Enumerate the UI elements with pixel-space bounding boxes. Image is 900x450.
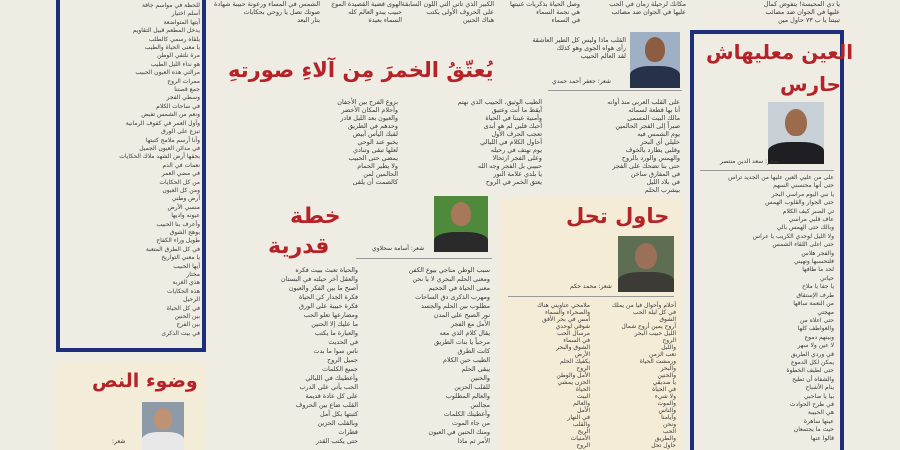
try-col-right <box>594 302 676 450</box>
text-line: مرسال الحب <box>557 330 590 337</box>
text-line: حيث ما يجتمعان <box>793 426 834 434</box>
clarity-title: وضوء النص <box>92 370 198 392</box>
wine-title: يُعتّقُ الخمرَ مِن آلاءِ صورتهِ <box>228 58 494 82</box>
try-title: حاول تحل <box>566 204 670 228</box>
text-line: كتبتها بكل أمل <box>320 410 358 418</box>
text-line: الأمل <box>577 407 590 414</box>
wine-col-top <box>532 36 626 72</box>
text-line: الحزن يمشي <box>557 379 590 386</box>
text-line: في طرح الحوادث <box>789 400 834 408</box>
text-line: تي الصبر كيف الكلام <box>782 207 834 215</box>
top-strip-c1 <box>210 0 320 28</box>
text-line: بيشرب الحلم <box>644 186 680 194</box>
text-line: والليل <box>661 344 676 351</box>
text-line: على من عليي العين عليها من الجديد تراس <box>728 174 834 181</box>
text-line: يعتق الخمر في الروح <box>485 178 542 186</box>
text-line: ومن كل العيون <box>162 186 200 194</box>
text-line: تعجب الحرف الأول <box>491 130 542 138</box>
text-line: حتى يكتب القدر <box>315 437 358 445</box>
text-line: من كل الحكايات <box>159 178 200 186</box>
text-line: معنى الحياة في الجحيم <box>428 284 490 292</box>
wine-divider <box>548 90 682 91</box>
text-line: قطرات <box>338 428 358 436</box>
text-line: والموت <box>657 400 676 407</box>
text-line: قالوا عنها <box>810 434 834 442</box>
clarity-byline: شعر: <box>112 438 126 445</box>
text-line: على الحروف الأولى يكتب <box>426 8 494 16</box>
text-line: حتى اعلى اللقاء الشمس <box>772 241 834 249</box>
fate-col-right <box>364 266 490 450</box>
text-line: والصحراء والسماء <box>544 309 590 316</box>
text-line: يا صديقي <box>652 379 676 386</box>
text-line: فكرة الجدار كي الحياة <box>298 293 358 301</box>
text-line: يوم الشمس فيه <box>637 130 680 138</box>
text-line: هذه الحكايات <box>166 287 200 295</box>
text-line: حتى أنها محتسني السهم <box>773 182 834 190</box>
text-line: تبيتنا يا ب ٧٣ حاول مين <box>777 16 840 24</box>
text-line: الشوق <box>659 316 676 323</box>
eye-top-text <box>696 0 840 26</box>
top-strip-c4 <box>496 0 580 28</box>
text-line: ينام الأشباح <box>805 384 834 392</box>
text-line: والعيون بعد الليل قادر <box>340 114 398 122</box>
text-line: شوقي لوحدي <box>555 323 590 330</box>
text-line: والعقل أخر حيلته في البستان <box>281 275 358 283</box>
wine-author-photo <box>630 32 680 88</box>
text-line: سبب الوطن مناجي بيوع الكفن <box>408 266 490 274</box>
text-line: والناس <box>658 407 676 414</box>
fate-byline: شعر: أسامة سحلاوي <box>372 245 425 252</box>
text-line: الروح <box>576 365 590 372</box>
text-line: والهمس والورد بالروح <box>621 154 680 162</box>
text-line: منسي الأرض <box>167 203 200 211</box>
text-line: الأمل مع الفجر <box>450 320 490 328</box>
text-line: لقبك اليأس أبيض <box>352 130 398 138</box>
text-line: لا عين ولا سهر <box>797 342 834 350</box>
text-line: الريح <box>577 428 590 435</box>
text-line: ما عليك إلا الحنين <box>311 320 358 328</box>
text-line: في مضي العمر <box>161 170 200 178</box>
text-line: الحياة <box>575 386 590 393</box>
text-line: مرة نلتقي الوطن <box>157 52 200 60</box>
text-line: أسلم اختيار <box>171 10 200 18</box>
text-line: والطريق <box>654 435 676 442</box>
text-line: هي نجمة السماء <box>536 8 580 16</box>
fate-divider <box>356 258 492 259</box>
text-line: القلب ماذا وليس كل الطير العاشقة <box>532 36 626 44</box>
text-line: الأمنيات <box>570 435 590 442</box>
text-line: حتى اعلاه من <box>799 316 834 324</box>
text-line: ولا الليل لوحدي الكريب يا عراس <box>752 232 834 240</box>
top-strip-c3 <box>401 0 494 28</box>
text-line: وأنا أرسم ملامح كتبتها <box>145 136 200 144</box>
text-line: وحدهم في الطريق <box>347 122 398 130</box>
text-line: أروح يمين أروح شمال <box>621 323 676 330</box>
wine-col-right <box>548 98 680 194</box>
text-line: الليل حبيب البحر <box>634 330 676 337</box>
text-line: كانت الطرق <box>457 347 490 355</box>
text-line: أحلام وأحوال فيا من يملك <box>611 302 676 309</box>
text-line: في الحياة <box>652 386 676 393</box>
fate-author-photo <box>434 196 488 252</box>
text-line: تبزغ على الورق <box>161 128 200 136</box>
text-line: من جاء الموت <box>452 419 490 427</box>
text-line: للقلب الحزين <box>454 383 490 391</box>
text-line: في كل ليلة الحب <box>632 309 676 316</box>
text-line: في وردي الطريق <box>790 350 834 358</box>
text-line: جمع قصتنا <box>174 86 200 94</box>
eye-divider <box>700 170 834 171</box>
text-line: في مدائن العيون الجميل <box>139 144 200 152</box>
text-line: مرحباً يا بنات الطريق <box>434 338 490 346</box>
text-line: الهوى قضية القصيدة الموج <box>331 0 402 8</box>
text-line: الشوق والبحر <box>556 344 590 351</box>
text-line: ولا شيء <box>654 393 676 400</box>
text-line: يا دي المحيسة! يتفوض كمال <box>763 0 840 8</box>
text-line: القلب ضاع بين الحروف <box>295 401 358 409</box>
text-line: بوهج الشوق <box>169 228 200 236</box>
text-line: لحد ما طافها <box>802 266 834 274</box>
eye-byline: شعر: سعد الدين منتصر <box>720 158 779 165</box>
text-line: فكرة حبيبة على الورق <box>298 302 358 310</box>
text-line: الشمس في المساء ورعونة حبيبة شهادة <box>214 0 320 8</box>
text-line: يا معنى الحياة والطيب <box>144 44 200 52</box>
text-line: وأعطيتك الكلمات <box>443 410 490 418</box>
text-line: طويل وراء الكفاح <box>156 237 200 245</box>
text-line: الكبير الذي تاتي التي اللون السابقة <box>401 0 494 8</box>
text-line: عاف قلبي مراسي <box>788 216 834 224</box>
text-line: نعمات في الدم <box>162 161 200 169</box>
text-line: أصبح ما بين الفكر والعيون <box>288 284 358 292</box>
text-line: مكانك لرحيلة زمان في الحب <box>609 0 686 8</box>
text-line: أنا بها قطعة لسمائه <box>628 106 680 114</box>
text-line: والبحر <box>660 365 676 372</box>
text-line: حتى الجوار والقلوب الهمس <box>765 199 834 207</box>
top-strip-c2 <box>322 0 402 28</box>
text-line: في الحديث <box>328 338 358 346</box>
eye-body <box>700 174 834 446</box>
text-line: في المفارق ساخن <box>630 170 680 178</box>
text-line: يخبو عند الوحي <box>357 138 398 146</box>
text-line: في السماء <box>551 16 580 24</box>
text-line: خليلي أي البحر <box>640 138 680 146</box>
text-line: مرالتي هذه العيون الحبيب <box>135 69 200 77</box>
eye-title-line1: العين معليهاش <box>706 40 854 64</box>
text-line: أحبك قلبي لم هو أبدى <box>483 122 542 130</box>
text-line: مطلوب بين الحلم والجسد <box>421 302 490 310</box>
text-line: جميع الكلمات <box>321 365 358 373</box>
text-line: البيت <box>576 393 590 400</box>
text-line: حتى لطيف الخطوة <box>786 367 834 375</box>
text-line: وعلى الفجر ارتحالا <box>492 154 542 162</box>
text-line: الروح <box>576 442 590 449</box>
text-line: صوتك تصل يا روحي بحكايات <box>243 8 320 16</box>
text-line: ولا يطير الحمام <box>357 162 398 170</box>
text-line: يا نبي اليوم مراسي البحر <box>771 190 834 198</box>
text-line: أحاول الكلام في الليالي <box>480 138 542 146</box>
text-line: الطيب حين الكلام <box>443 356 490 364</box>
text-line: يمكن لكل الدموع <box>790 358 834 366</box>
text-line: يا بلدي علامة النور <box>493 170 542 178</box>
text-line: الطيب الوثيق، الحبيب الذي نهتم <box>457 98 542 106</box>
text-line: يكفيك الحلم <box>559 358 590 365</box>
text-line: حياتي <box>819 274 834 282</box>
text-line: والشفاه أن تطيح <box>792 375 834 383</box>
text-line: حبيب يبدو العالم كله <box>348 8 402 16</box>
text-line: بنار البعد <box>297 16 320 24</box>
text-line: ونعم من الشمس تفيض <box>141 111 200 119</box>
text-line: الأرض <box>574 351 590 358</box>
text-line: وسطي الفجر <box>166 94 200 102</box>
text-line: لعلها تبقى وتنادي <box>353 146 398 154</box>
wine-byline: شعر: جعفر أحمد حمدي <box>552 78 611 85</box>
clarity-author-photo <box>142 402 184 450</box>
text-line: هذي الغربة <box>172 279 200 287</box>
text-line: وقلبي يطارد بالخوف <box>625 146 680 154</box>
text-line: يلقاه رسمي كالطلب <box>148 35 200 43</box>
text-line: أيقظ ما أنت وعتيق <box>491 106 542 114</box>
text-line: الأمل والوطن <box>556 372 590 379</box>
text-line: والحنين <box>470 374 490 382</box>
text-line: رأى هواه الجوى وهو كذلك <box>556 44 626 52</box>
text-line: في السماء <box>563 337 590 344</box>
text-line: بيا يا صاحبي <box>803 392 834 400</box>
wine-col-mid <box>404 98 542 194</box>
text-line: الأمر ثم ماذا <box>457 437 490 445</box>
text-line: وأحلام المكان الأخضر <box>341 106 398 114</box>
text-line: يقال كلام الذي معه <box>439 329 490 337</box>
text-line: ونحن <box>662 421 676 428</box>
text-line: الرحيل <box>183 296 200 304</box>
text-line: وصل الحياة بذكريات غنيتها <box>510 0 580 8</box>
text-line: جميل الروح <box>327 356 358 364</box>
text-line: في كل الحياة <box>166 304 200 312</box>
text-line: وبالقلب الحزين <box>317 419 358 427</box>
text-line: وأعرف بنا الحبيب <box>156 220 200 228</box>
wine-col-left <box>262 98 398 194</box>
text-line: تعب الزمن <box>649 351 676 358</box>
fate-title-line1: خطة <box>290 204 341 229</box>
text-line: على القلب العربي منذ أوانه <box>607 98 680 106</box>
text-line: أيها الحبيب <box>173 262 200 270</box>
text-line: يبقى الحلم <box>461 365 490 373</box>
text-line: كالصمت أن يلقى <box>352 178 398 186</box>
text-line: ناس سوا ما بدت <box>313 347 358 355</box>
text-line: حتى بنا تضحك على الفجر <box>612 162 680 170</box>
text-line: والعالم المطلوب <box>445 392 490 400</box>
fate-title-line2: قدرية <box>268 234 330 259</box>
text-line: الحب يأتي على الدرب <box>299 383 358 391</box>
text-line: عينها ساهرة <box>803 417 834 425</box>
text-line: صبراً إلى الفجر الحالمين <box>615 122 680 130</box>
text-line: والعالم <box>573 400 590 407</box>
text-line: وأمنية عيننا في الحياة <box>485 114 542 122</box>
text-line: وأيامنا <box>661 414 676 421</box>
try-byline: شعر: محمد حكم <box>570 283 612 290</box>
text-line: فلتحسبها وتهيني <box>793 258 834 266</box>
text-line: يمضي حتى الحبيب <box>348 154 398 162</box>
text-line: في بيت الذكرى <box>161 329 200 337</box>
text-line: مالك البيت المسمى <box>627 114 680 122</box>
text-line: في ساحات الكلام <box>156 102 200 110</box>
eye-title-line2: حارس <box>780 72 842 96</box>
text-line: مجالس <box>470 401 490 409</box>
text-line: بزوغ الفرح بين الأجفان <box>337 98 398 106</box>
text-line: عليها في الجوان ضد مصائب <box>765 8 840 16</box>
text-line: والعواطف كلها <box>797 325 834 333</box>
text-line: ورمشت الحياة <box>639 358 676 365</box>
text-line: في بلاد الليل <box>646 178 680 186</box>
text-line: مختار <box>186 271 200 278</box>
text-line: بين الحنين <box>174 313 200 321</box>
text-line: ملامحي عناويني هناك <box>536 302 590 309</box>
text-line: أرض وطني <box>171 195 200 203</box>
text-line: عيونه واديها <box>171 212 200 220</box>
text-line: يا جفا يا ملاح <box>802 283 834 291</box>
fate-col-left <box>234 266 358 450</box>
text-line: وأول العمر في كفوف الرمانية <box>125 119 200 127</box>
text-line: بحقها أرض الشهد ملاك الحكايات <box>119 153 200 161</box>
text-line: طرف الإستقاق <box>796 291 834 299</box>
text-line: للحظة في مواسم جافة <box>141 2 200 9</box>
text-line: من النعمة ساقها <box>793 300 834 308</box>
text-line: يا معني التواريخ <box>161 254 200 262</box>
text-line: على كل عادة قديمة <box>305 392 358 400</box>
try-divider <box>508 296 674 297</box>
text-line: ومعنى الحلم البحري لا يا نحن <box>412 275 490 283</box>
text-line: بين الفرح <box>176 321 200 329</box>
text-line: ومنك الحنين في العيون <box>428 428 490 436</box>
text-line: هناك الحنين <box>462 16 494 24</box>
text-line: الحالمين لمن <box>363 170 398 178</box>
text-line: هو نداء الليل الطيب <box>150 60 200 68</box>
text-line: يوم نهتف في رحيله <box>490 146 542 154</box>
text-line: وبينهم دموع <box>804 333 834 341</box>
text-line: مهجتي <box>817 308 834 316</box>
text-line: والفجر هلاس <box>801 249 834 257</box>
eye-author-photo <box>768 102 824 164</box>
text-line: هي الحبيبة <box>807 409 834 417</box>
text-line: في كل الطرق المتعبة <box>145 245 200 253</box>
text-line: يدخل المطعم قبيل التقاويم <box>132 27 200 35</box>
text-line: أمس في بحر الأفق <box>542 316 590 323</box>
text-line: ممرات الروح <box>167 77 200 85</box>
text-line: الحب <box>662 428 676 435</box>
try-col-left <box>506 302 590 450</box>
text-line: لقد العالم الحبيب <box>580 52 626 60</box>
text-line: عليها في الجوان ضد مصائب <box>611 8 686 16</box>
text-line: حاول تحل <box>651 442 676 449</box>
left-column-text <box>66 2 200 346</box>
text-line: حبيبي بل الفجر وجه الله <box>477 162 542 170</box>
text-line: الروح <box>662 337 676 344</box>
text-line: نور الصبح على المدن <box>433 311 490 319</box>
top-strip-c5 <box>582 0 686 28</box>
text-line: وبالك حتى الهمس بالي <box>776 224 834 232</box>
text-line: والحياة تعبث ببيت فكره <box>295 266 358 274</box>
text-line: والعبارة ما يكتب <box>314 329 358 337</box>
try-author-photo <box>618 236 674 292</box>
text-line: ومهرب الذكرى دق الساحات <box>415 293 490 301</box>
text-line: في النهار <box>567 414 590 421</box>
text-line: ومضارعها تعلو الحب <box>303 311 358 319</box>
text-line: والحنين <box>657 372 676 379</box>
text-line: السماء بعيدة <box>368 16 402 24</box>
text-line: وأعطيتك في الليالي <box>305 374 358 382</box>
text-line: والقلب <box>572 421 590 428</box>
text-line: أيتها المتواضعة <box>163 18 200 26</box>
